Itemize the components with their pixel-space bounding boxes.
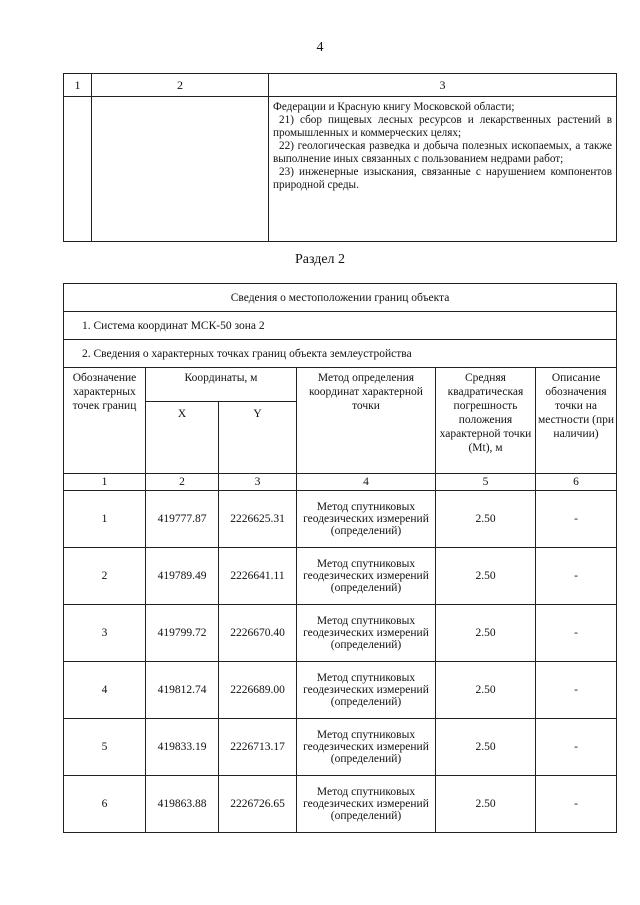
- error: 2.50: [436, 491, 536, 548]
- column-number: 2: [146, 474, 219, 491]
- table-row: [64, 719, 617, 776]
- table-row: [64, 605, 617, 662]
- coord-x: 419863.88: [146, 776, 219, 833]
- coord-x: 419799.72: [146, 605, 219, 662]
- coord-x: 419777.87: [146, 491, 219, 548]
- restrictions-text: [269, 97, 617, 242]
- coord-y: 2226713.17: [219, 719, 297, 776]
- page-number: 4: [316, 40, 324, 55]
- header-coordinates: Координаты, м: [146, 368, 297, 402]
- text-line: 21) сбор пищевых лесных ресурсов и лекарственных растений в промышленных и коммерческих целях;: [273, 114, 612, 139]
- column-header-1: 1: [64, 74, 92, 97]
- coordinate-system: 1. Система координат МСК-50 зона 2: [64, 312, 617, 340]
- point-number: 2: [64, 548, 146, 605]
- coord-y: 2226670.40: [219, 605, 297, 662]
- text-line: 22) геологическая разведка и добыча полезных ископаемых, а также выполнение иных связанных с пользованием недрами работ;: [273, 140, 612, 165]
- error: 2.50: [436, 548, 536, 605]
- text-line: 23) инженерные изыскания, связанные с нарушением компонентов природной среды.: [273, 166, 612, 191]
- description: -: [536, 605, 617, 662]
- coord-x: 419833.19: [146, 719, 219, 776]
- description: -: [536, 776, 617, 833]
- column-number: 5: [436, 474, 536, 491]
- empty-cell: [92, 97, 269, 242]
- method: Метод спутниковых геодезических измерений (определений): [297, 776, 436, 833]
- method: Метод спутниковых геодезических измерений (определений): [297, 719, 436, 776]
- boundary-points-table: [63, 283, 617, 833]
- column-number: 6: [536, 474, 617, 491]
- coord-x: 419789.49: [146, 548, 219, 605]
- column-number: 4: [297, 474, 436, 491]
- error: 2.50: [436, 662, 536, 719]
- header-error: Средняя квадратическая погрешность положения характерной точки (Мt), м: [436, 368, 536, 474]
- empty-cell: [64, 97, 92, 242]
- point-number: 4: [64, 662, 146, 719]
- header-description: Описание обозначения точки на местности (при наличии): [536, 368, 617, 474]
- point-number: 6: [64, 776, 146, 833]
- table-row: [64, 776, 617, 833]
- method: Метод спутниковых геодезических измерений (определений): [297, 491, 436, 548]
- header-method: Метод определения координат характерной точки: [297, 368, 436, 474]
- coord-y: 2226689.00: [219, 662, 297, 719]
- point-number: 1: [64, 491, 146, 548]
- description: -: [536, 491, 617, 548]
- error: 2.50: [436, 776, 536, 833]
- table-title: Сведения о местоположении границ объекта: [64, 284, 617, 312]
- column-number: 1: [64, 474, 146, 491]
- column-number: 3: [219, 474, 297, 491]
- header-x: X: [146, 402, 219, 474]
- description: -: [536, 662, 617, 719]
- method: Метод спутниковых геодезических измерений (определений): [297, 548, 436, 605]
- error: 2.50: [436, 719, 536, 776]
- column-header-3: 3: [269, 74, 617, 97]
- points-info: 2. Сведения о характерных точках границ объекта землеустройства: [64, 340, 617, 368]
- column-header-2: 2: [92, 74, 269, 97]
- coord-y: 2226726.65: [219, 776, 297, 833]
- method: Метод спутниковых геодезических измерений (определений): [297, 662, 436, 719]
- error: 2.50: [436, 605, 536, 662]
- coord-x: 419812.74: [146, 662, 219, 719]
- table-row: [64, 548, 617, 605]
- method: Метод спутниковых геодезических измерений (определений): [297, 605, 436, 662]
- table-row: [64, 662, 617, 719]
- text-line: Федерации и Красную книгу Московской области;: [273, 101, 515, 113]
- coord-y: 2226641.11: [219, 548, 297, 605]
- description: -: [536, 548, 617, 605]
- point-number: 5: [64, 719, 146, 776]
- continuation-table: [63, 73, 617, 242]
- header-designation: Обозначение характерных точек границ: [64, 368, 146, 474]
- section-title: Раздел 2: [294, 252, 346, 267]
- point-number: 3: [64, 605, 146, 662]
- header-y: Y: [219, 402, 297, 474]
- coord-y: 2226625.31: [219, 491, 297, 548]
- description: -: [536, 719, 617, 776]
- table-row: [64, 491, 617, 548]
